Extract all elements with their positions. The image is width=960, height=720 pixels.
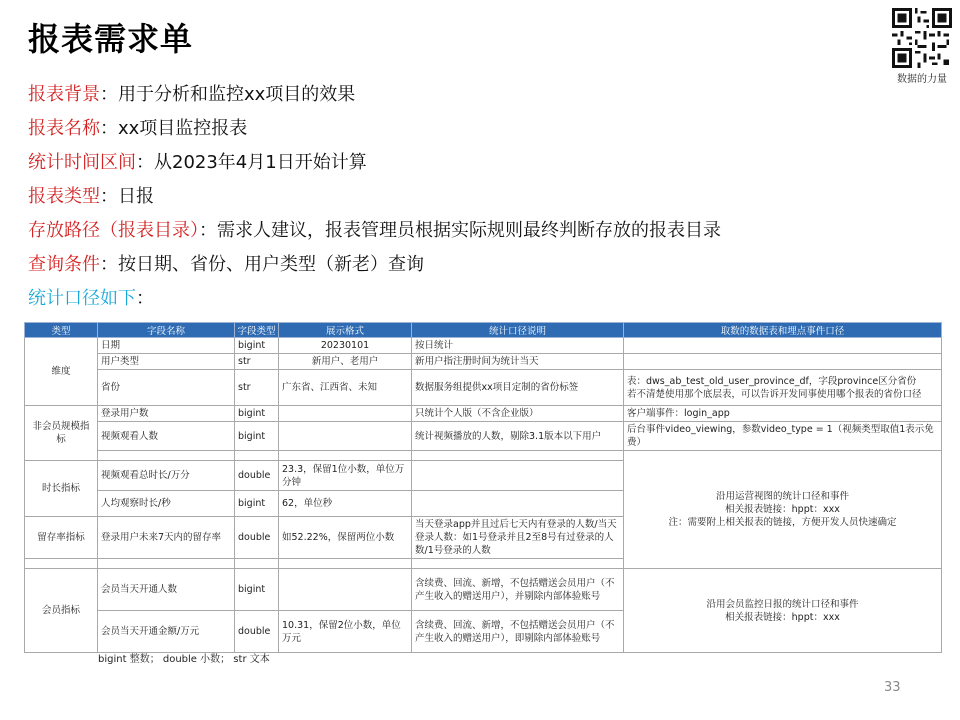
merged-source-operations: 沿用运营视图的统计口径和事件 相关报表链接：hppt：xxx 注：需要附上相关报表的链接，方便开发人员快速确定 — [624, 451, 942, 569]
header-field: 字段名称 — [98, 323, 235, 338]
info-line-background: 报表背景：用于分析和监控xx项目的效果 — [28, 84, 356, 105]
header-format: 展示格式 — [279, 323, 412, 338]
table-header-row — [25, 323, 942, 338]
table-row: 留存率指标 登录用户未来7天内的留存率 double 如52.22%，保留两位小数 当天登录app并且过后七天内有登录的人数/当天登录人数：如1号登录并且2至8号有过登录的人数/1号登录的人数 — [25, 517, 942, 559]
info-line-caliber: 统计口径如下： — [28, 288, 154, 309]
type-legend-note: bigint 整数； double 小数； str 文本 — [98, 654, 270, 665]
header-type: 字段类型 — [235, 323, 279, 338]
info-line-name: 报表名称：xx项目监控报表 — [28, 118, 248, 139]
info-lines — [28, 80, 721, 318]
table-row: 时长指标 视频观看总时长/万分 double 23.3，保留1位小数，单位万分钟 — [25, 461, 942, 491]
merged-source-member: 沿用会员监控日报的统计口径和事件 相关报表链接：hppt：xxx — [624, 569, 942, 653]
category-cell: 维度 — [25, 338, 98, 406]
page-number: 33 — [884, 680, 901, 695]
table-row: 用户类型 str 新用户、老用户 新用户指注册时间为统计当天 — [25, 354, 942, 370]
metrics-table — [24, 322, 942, 653]
table-row: 会员指标 会员当天开通人数 bigint 含续费、回流、新增，不包括赠送会员用户（不产生收入的赠送用户），并剔除内部体验账号 沿用会员监控日报的统计口径和事件 相关报表链接：hppt：xxx — [25, 569, 942, 611]
info-line-type: 报表类型：日报 — [28, 186, 154, 207]
table-row: 人均观察时长/秒 bigint 62，单位秒 — [25, 491, 942, 517]
table-row-spacer — [25, 451, 942, 461]
info-line-path: 存放路径（报表目录）：需求人建议，报表管理员根据实际规则最终判断存放的报表目录 — [28, 220, 721, 241]
table-row: 非会员规模指标 登录用户数 bigint 只统计个人版（不含企业版） 客户端事件：login_app — [25, 406, 942, 422]
table-row: 省份 str 广东省、江西省、未知 数据服务组提供xx项目定制的省份标签 表：dws_ab_test_old_user_province_df，字段province区分省份 若不清楚使用那个底层表，可以告诉开发同事使用哪个报表的省份口径 — [25, 370, 942, 406]
category-cell: 留存率指标 — [25, 517, 98, 559]
header-source: 取数的数据表和埋点事件口径 — [624, 323, 942, 338]
table-row: 会员当天开通金额/万元 double 10.31，保留2位小数，单位万元 含续费、回流、新增，不包括赠送会员用户（不产生收入的赠送用户），即剔除内部体验账号 — [25, 611, 942, 653]
info-line-query: 查询条件：按日期、省份、用户类型（新老）查询 — [28, 254, 424, 275]
table-row: 视频观看人数 bigint 统计视频播放的人数，剔除3.1版本以下用户 后台事件video_viewing，参数video_type = 1（视频类型取值1表示免费） — [25, 422, 942, 451]
info-line-period: 统计时间区间：从2023年4月1日开始计算 — [28, 152, 367, 173]
qr-caption: 数据的力量 — [897, 74, 947, 85]
qr-code-icon — [892, 8, 952, 68]
table-row: 维度 日期 bigint 20230101 按日统计 — [25, 338, 942, 354]
category-cell: 会员指标 — [25, 569, 98, 653]
category-cell: 非会员规模指标 — [25, 406, 98, 461]
page-title: 报表需求单 — [28, 20, 194, 58]
header-desc: 统计口径说明 — [412, 323, 624, 338]
category-cell: 时长指标 — [25, 461, 98, 517]
header-category: 类型 — [25, 323, 98, 338]
